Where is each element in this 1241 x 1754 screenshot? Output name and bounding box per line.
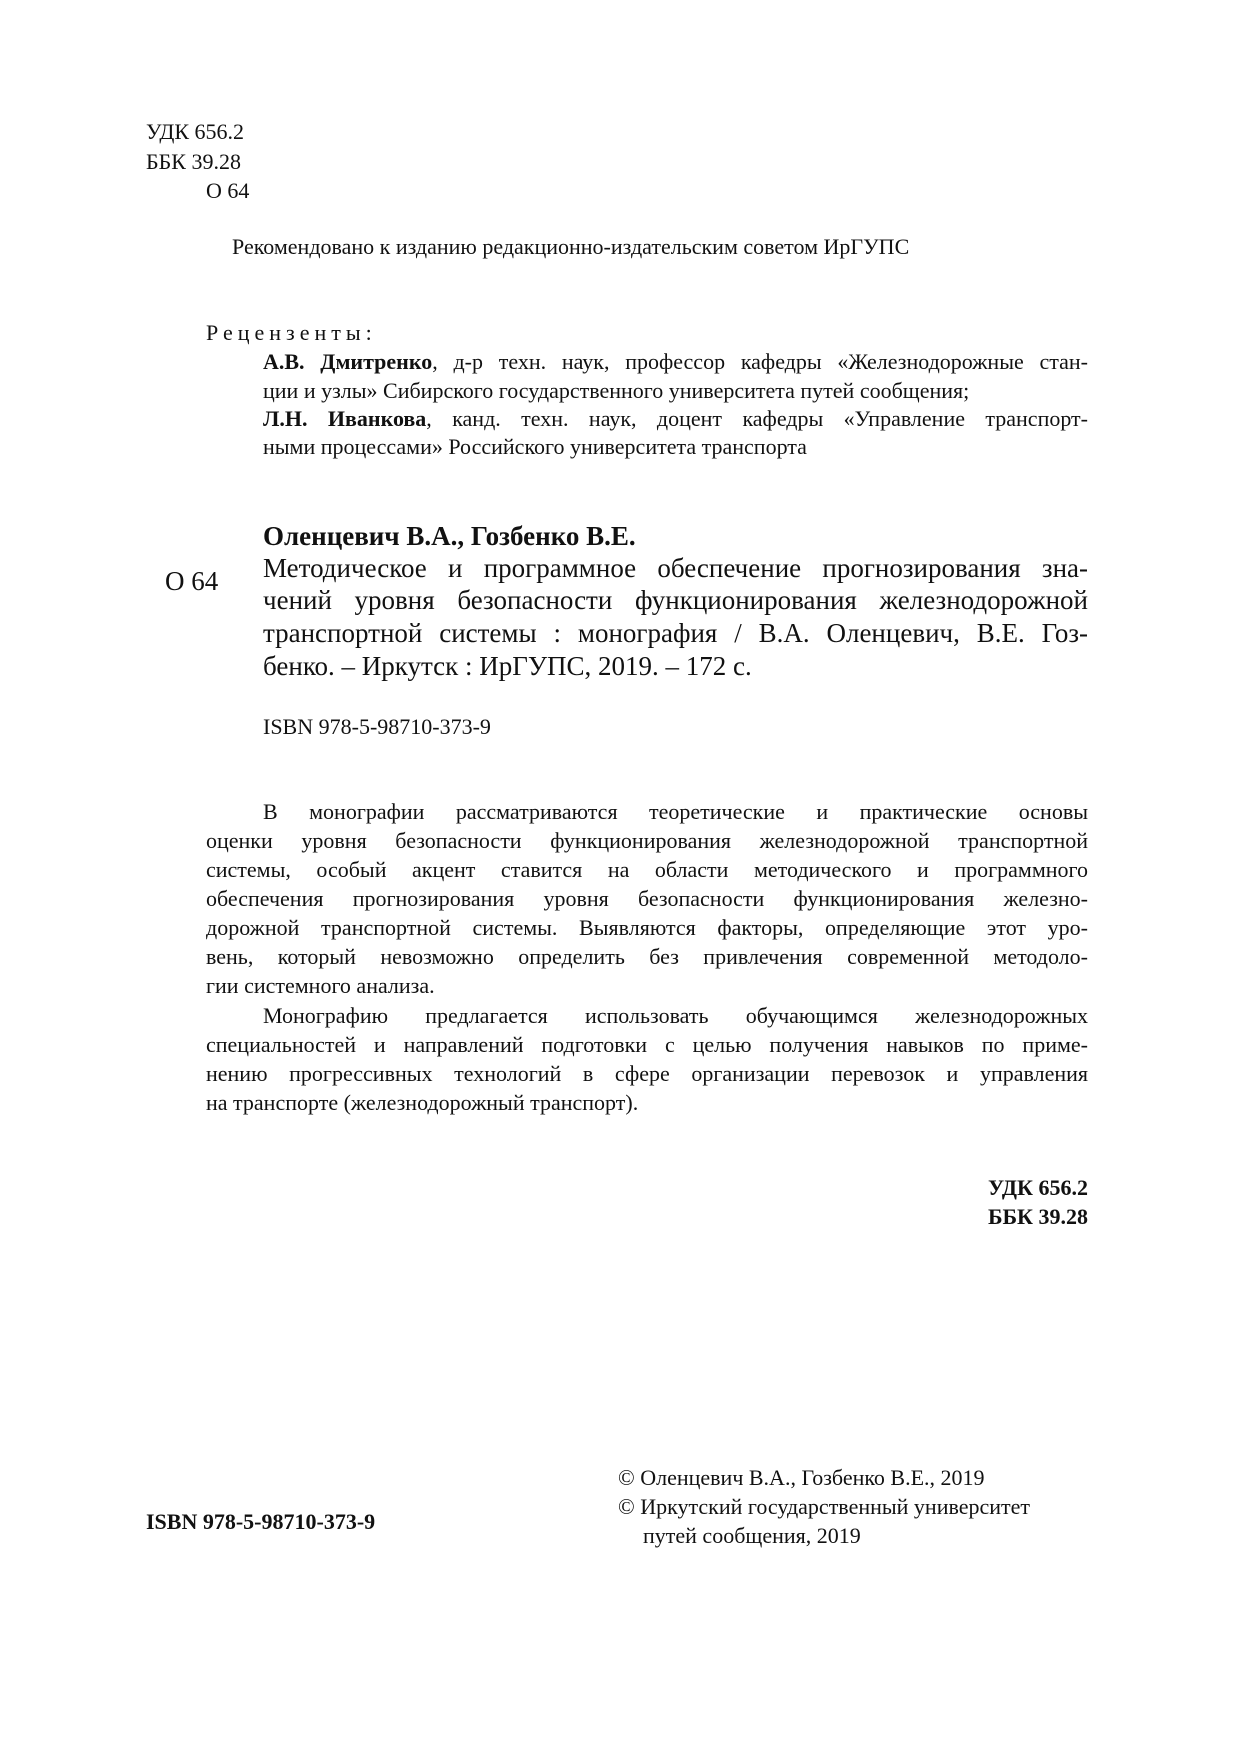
reviewer-1-line-1	[263, 347, 1088, 376]
copyright-line-2: © Иркутский государственный университет	[618, 1494, 1031, 1519]
copyright-line-1: © Оленцевич В.А., Гозбенко В.Е., 2019	[618, 1465, 985, 1490]
udk-footer: УДК 656.2	[987, 1175, 1088, 1200]
abstract-p1-line-5: дорожной транспортной системы. Выявляются факторы, определяющие этот уро-	[206, 915, 1088, 940]
reviewer-2-line-2: ными процессами» Российского университета транспорта	[263, 434, 807, 459]
bbk-header: ББК 39.28	[146, 149, 241, 174]
reviewer-1-line-2: ции и узлы» Сибирского государственного университета путей сообщения;	[263, 378, 970, 403]
reviewer-1-affiliation-start: , д-р техн. наук, профессор кафедры «Железнодорожные стан-	[432, 349, 1088, 374]
abstract-p1-line-6: вень, который невозможно определить без привлечения современной методоло-	[206, 944, 1088, 969]
catalog-title-line-1: Методическое и программное обеспечение прогнозирования зна-	[263, 553, 1088, 583]
abstract-p1-line-7: гии системного анализа.	[206, 973, 435, 998]
reviewer-1-name: А.В. Дмитренко	[263, 349, 433, 374]
author-mark-header: О 64	[206, 178, 250, 203]
reviewer-2-line-1	[263, 404, 1088, 433]
copyright-line-3: путей сообщения, 2019	[643, 1523, 861, 1548]
catalog-title-line-2: чений уровня безопасности функционирования железнодорожной	[263, 585, 1088, 615]
footer-isbn: ISBN 978-5-98710-373-9	[146, 1509, 376, 1534]
bbk-footer: ББК 39.28	[987, 1204, 1088, 1229]
abstract-p1-line-2: оценки уровня безопасности функционирования железнодорожной транспортной	[206, 828, 1088, 853]
reviewer-2-name: Л.Н. Иванкова	[263, 406, 427, 431]
catalog-isbn: ISBN 978-5-98710-373-9	[263, 714, 491, 739]
reviewer-2-affiliation-start: , канд. техн. наук, доцент кафедры «Управление транспорт-	[426, 406, 1088, 431]
catalog-title-line-3: транспортной системы : монография / В.А. Оленцевич, В.Е. Гоз-	[263, 618, 1088, 648]
abstract-p2-line-2: специальностей и направлений подготовки с целью получения навыков по приме-	[206, 1032, 1088, 1057]
abstract-p2-line-3: нению прогрессивных технологий в сфере организации перевозок и управления	[206, 1061, 1088, 1086]
abstract-p1-line-4: обеспечения прогнозирования уровня безопасности функционирования железно-	[206, 886, 1088, 911]
abstract-p1-line-1: В монографии рассматриваются теоретические и практические основы	[263, 799, 1088, 824]
udk-header: УДК 656.2	[146, 119, 245, 144]
abstract-p1-line-3: системы, особый акцент ставится на области методического и программного	[206, 857, 1088, 882]
recommendation-text: Рекомендовано к изданию редакционно-издательским советом ИрГУПС	[232, 234, 910, 259]
abstract-p2-line-1: Монографию предлагается использовать обучающимся железнодорожных	[263, 1003, 1088, 1028]
catalog-mark: О 64	[165, 566, 219, 596]
abstract-p2-line-4: на транспорте (железнодорожный транспорт).	[206, 1090, 639, 1115]
reviewers-heading: Рецензенты:	[206, 320, 377, 345]
catalog-authors: Оленцевич В.А., Гозбенко В.Е.	[263, 521, 636, 551]
catalog-title-line-4: бенко. – Иркутск : ИрГУПС, 2019. – 172 с.	[263, 651, 752, 681]
